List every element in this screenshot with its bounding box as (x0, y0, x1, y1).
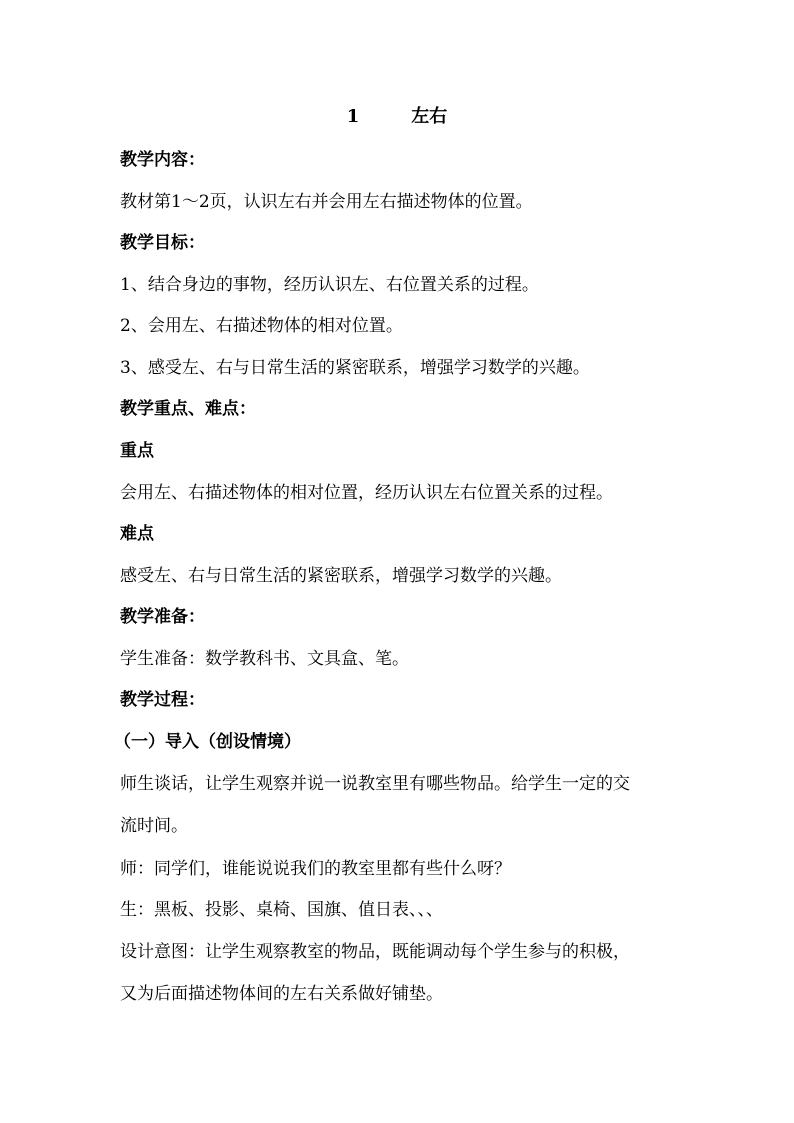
paragraph-teacher-question: 师：同学们，谁能说说我们的教室里都有些什么呀？ (120, 859, 511, 879)
subheading-key-point: 重点 (120, 441, 154, 461)
goal-item-2: 2、会用左、右描述物体的相对位置。 (120, 316, 403, 336)
paragraph-teaching-content: 教材第1～2页，认识左右并会用左右描述物体的位置。 (120, 192, 533, 212)
heading-key-difficult: 教学重点、难点： (120, 399, 256, 419)
heading-teaching-preparation: 教学准备： (120, 607, 205, 627)
paragraph-student-answer: 生：黑板、投影、桌椅、国旗、值日表、、、 (120, 900, 443, 920)
goal-item-3: 3、感受左、右与日常生活的紧密联系，增强学习数学的兴趣。 (120, 358, 590, 378)
paragraph-dialogue-line-2: 流时间。 (120, 816, 188, 836)
subheading-difficult-point: 难点 (120, 524, 154, 544)
paragraph-student-preparation: 学生准备：数学教科书、文具盒、笔。 (120, 649, 409, 669)
heading-teaching-goals: 教学目标： (120, 233, 205, 253)
paragraph-design-intent-line-1: 设计意图：让学生观察教室的物品，既能调动每个学生参与的积极， (120, 942, 630, 962)
lesson-title (0, 104, 794, 130)
paragraph-difficult-point: 感受左、右与日常生活的紧密联系，增强学习数学的兴趣。 (120, 566, 562, 586)
goal-item-1: 1、结合身边的事物，经历认识左、右位置关系的过程。 (120, 275, 539, 295)
paragraph-design-intent-line-2: 又为后面描述物体间的左右关系做好铺垫。 (120, 984, 443, 1004)
paragraph-dialogue-line-1: 师生谈话，让学生观察并说一说教室里有哪些物品。给学生一定的交 (120, 774, 630, 794)
paragraph-key-point: 会用左、右描述物体的相对位置，经历认识左右位置关系的过程。 (120, 483, 613, 503)
lesson-title-text: 左右 (411, 106, 448, 127)
heading-teaching-content: 教学内容： (120, 150, 205, 170)
subheading-introduction: （一）导入（创设情境） (114, 732, 301, 752)
lesson-number: 1 (346, 106, 360, 127)
heading-teaching-process: 教学过程： (120, 690, 205, 710)
